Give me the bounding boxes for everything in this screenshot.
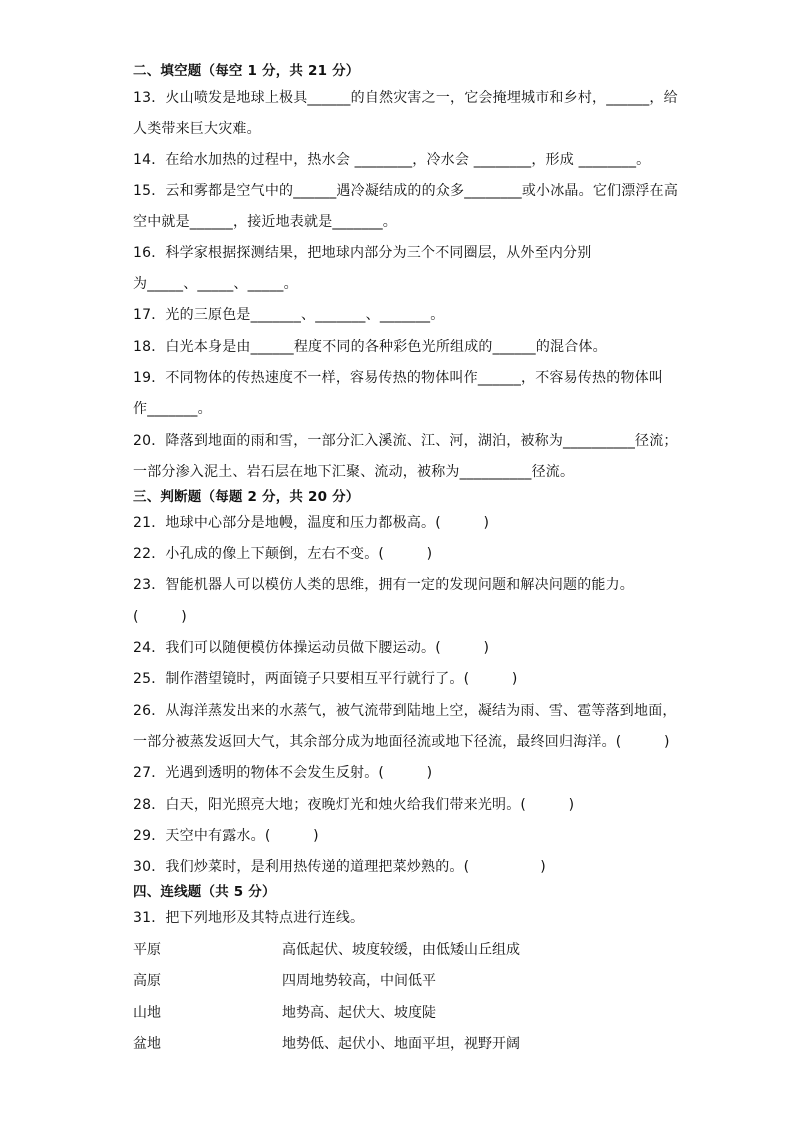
- question-28: 28．白天，阳光照亮大地；夜晚灯光和烛火给我们带来光明。( ): [133, 797, 575, 813]
- question-19-line-1: 19．不同物体的传热速度不一样，容易传热的物体叫作______，不容易传热的物体叫: [133, 370, 664, 386]
- question-30: 30．我们炒菜时，是利用热传递的道理把菜炒熟的。( ): [133, 859, 546, 875]
- section-heading-judge: 三、判断题（每题 2 分，共 20 分）: [133, 489, 360, 505]
- landform-feature: 高低起伏、坡度较缓，由低矮山丘组成: [282, 942, 520, 958]
- landform-feature: 四周地势较高，中间低平: [282, 973, 436, 989]
- question-15-line-2: 空中就是______，接近地表就是_______。: [133, 214, 397, 230]
- landform-term: 平原: [133, 942, 161, 958]
- question-20-line-1: 20．降落到地面的雨和雪，一部分汇入溪流、江、河，湖泊，被称为__________径流；: [133, 433, 678, 449]
- section-heading-match: 四、连线题（共 5 分）: [133, 884, 276, 900]
- question-16-line-1: 16．科学家根据探测结果，把地球内部分为三个不同圈层，从外至内分别: [133, 245, 592, 261]
- question-18: 18．白光本身是由______程度不同的各种彩色光所组成的______的混合体。: [133, 339, 607, 355]
- landform-term: 盆地: [133, 1036, 161, 1052]
- question-13-line-1: 13．火山喷发是地球上极具______的自然灾害之一，它会掩埋城市和乡村，______，给: [133, 90, 678, 106]
- landform-feature: 地势低、起伏小、地面平坦，视野开阔: [282, 1036, 520, 1052]
- question-14: 14．在给水加热的过程中，热水会 ________，冷水会 ________，形成 ________。: [133, 152, 651, 168]
- question-15-line-1: 15．云和雾都是空气中的______遇冷凝结成的的众多________或小冰晶。它们漂浮在高: [133, 183, 679, 199]
- question-21: 21．地球中心部分是地幔，温度和压力都极高。( ): [133, 515, 490, 531]
- question-17: 17．光的三原色是_______、_______、_______。: [133, 307, 445, 323]
- question-31: 31．把下列地形及其特点进行连线。: [133, 910, 365, 926]
- question-23-line-1: 23．智能机器人可以模仿人类的思维，拥有一定的发现问题和解决问题的能力。: [133, 577, 635, 593]
- question-13-line-2: 人类带来巨大灾难。: [133, 121, 261, 137]
- question-22: 22．小孔成的像上下颠倒，左右不变。( ): [133, 546, 433, 562]
- question-26-line-2: 一部分被蒸发返回大气，其余部分成为地面径流或地下径流，最终回归海洋。( ): [133, 734, 670, 750]
- question-19-line-2: 作_______。: [133, 401, 212, 417]
- landform-term: 高原: [133, 973, 161, 989]
- question-27: 27．光遇到透明的物体不会发生反射。( ): [133, 765, 433, 781]
- question-29: 29．天空中有露水。( ): [133, 828, 319, 844]
- question-26-line-1: 26．从海洋蒸发出来的水蒸气，被气流带到陆地上空，凝结为雨、雪、雹等落到地面，: [133, 703, 677, 719]
- section-heading-fill: 二、填空题（每空 1 分，共 21 分）: [133, 63, 360, 79]
- question-25: 25．制作潜望镜时，两面镜子只要相互平行就行了。( ): [133, 671, 518, 687]
- question-20-line-2: 一部分渗入泥土、岩石层在地下汇聚、流动，被称为__________径流。: [133, 464, 575, 480]
- landform-term: 山地: [133, 1005, 161, 1021]
- question-16-line-2: 为_____、_____、_____。: [133, 276, 298, 292]
- question-24: 24．我们可以随便模仿体操运动员做下腰运动。( ): [133, 640, 490, 656]
- question-23-answer-bracket: ( ): [133, 609, 187, 625]
- landform-feature: 地势高、起伏大、坡度陡: [282, 1005, 436, 1021]
